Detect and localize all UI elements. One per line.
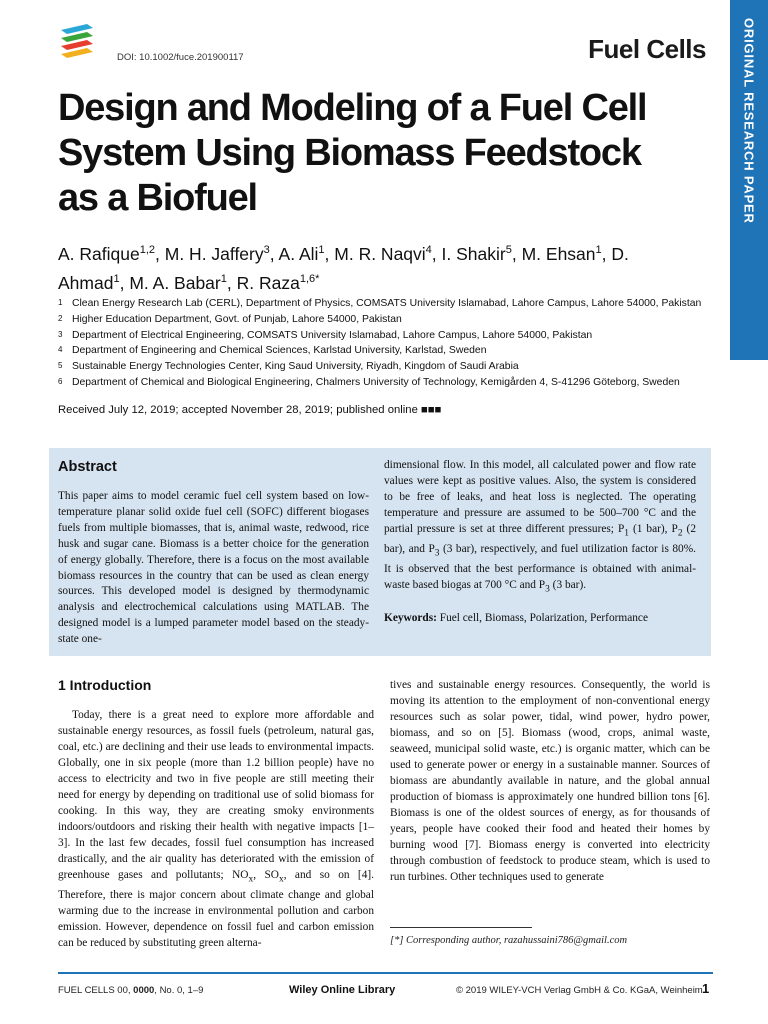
intro-text-right: tives and sustainable energy resources. Consequently, the world is moving its attention to the employment of non-conventional energy resources such as solar power, tidal, wind power, hydro power, biomass, and so on [5]. Biomass (wood, crops, animal waste, seaweed, municipal solid waste, etc.) is organic matter, which can be used to generate power or energy in a sustainable manner. Sources of biomass are abundantly available in nature, and the global annual production of biomass is approximately one hundred billion tons [6]. Biomass is one of the oldest sources of energy, as for thousands of years, people have cooked their food and heated their homes by burning wood [7]. Biomass energy is converted into electricity through combustion of feedstock to produce steam, which is used to run turbines. Other techniques used to generate <box>390 679 710 883</box>
author-affiliation-marker: 4 <box>425 244 432 256</box>
affiliation-item <box>58 296 738 312</box>
author-list: A. Rafique$^{1,2}$, M. H. Jaffery$^3$, A. Ali$^1$, M. R. Naqvi$^4$, I. Shakir$^5$, M. Ehsan$^1$, D. Ahmad$^1$, M. A. Babar$^1$, R. Raza$^{1,6*}$ <box>58 243 629 293</box>
author-name: A. Ali <box>278 243 319 264</box>
affiliation-text: Department of Electrical Engineering, COMSATS University Islamabad, Lahore Campus, Lahore 54000, Pakistan <box>72 329 593 341</box>
footnote-rule <box>390 927 532 928</box>
abstract-heading: Abstract <box>58 459 117 475</box>
affiliation-number: 2 <box>58 313 63 323</box>
page-number: 1 <box>702 981 710 996</box>
affiliation-number: 6 <box>58 376 63 386</box>
author-affiliation-marker: 1,2 <box>139 244 156 256</box>
footer-rule <box>58 972 713 974</box>
affiliation-list <box>58 296 738 391</box>
affiliation-number: 3 <box>58 329 63 339</box>
keywords <box>384 612 696 624</box>
author-affiliation-marker: 1 <box>113 272 120 285</box>
author-name: M. A. Babar <box>129 272 221 293</box>
keywords-values: Fuel cell, Biomass, Polarization, Performance <box>436 612 649 624</box>
affiliation-text: Higher Education Department, Govt. of Punjab, Lahore 54000, Pakistan <box>72 313 402 325</box>
author-affiliation-marker: 1,6* <box>299 272 320 285</box>
affiliation-item <box>58 343 738 359</box>
affiliation-text: Department of Engineering and Chemical Sciences, Karlstad University, Karlstad, Sweden <box>72 345 487 357</box>
corresponding-author-footnote: [*] Corresponding author, razahussaini786@gmail.com <box>390 935 628 946</box>
article-title: Design and Modeling of a Fuel Cell System Using Biomass Feedstock as a Biofuel <box>58 87 647 219</box>
affiliation-text: Clean Energy Research Lab (CERL), Department of Physics, COMSATS University Islamabad, Lahore Campus, Lahore 54000, Pakistan <box>72 298 702 309</box>
abstract-text-left: This paper aims to model ceramic fuel cell system based on low-temperature planar solid oxide fuel cell (SOFC) different biogases fuels from multiple biomasses, that is, animal waste, redwood, rice husk and sugar cane. Biomass is a better choice for the generation of energy globally. Therefore, there is a focus on the most available biomass resources in the country that can be used as clean energy sources. This developed model is designed by thermodynamic analysis and electrochemical calculations using MATLAB. The designed model is a lumped parameter model based on the steady-state one- <box>58 490 369 646</box>
copyright: © 2019 WILEY-VCH Verlag GmbH & Co. KGaA, Weinheim <box>456 985 703 996</box>
affiliation-item <box>58 328 738 344</box>
affiliation-text: Sustainable Energy Technologies Center, King Saud University, Riyadh, Kingdom of Saudi Arabia <box>72 361 519 373</box>
author-name: I. Shakir <box>441 243 506 264</box>
section-heading-introduction: 1 Introduction <box>58 677 152 693</box>
author-name: A. Rafique <box>58 243 140 264</box>
author-affiliation-marker: 5 <box>505 244 512 256</box>
keywords-label: Keywords: <box>384 612 437 624</box>
affiliation-item <box>58 375 738 391</box>
author-name: D. Ahmad <box>58 243 629 293</box>
author-name: M. Ehsan <box>521 243 596 264</box>
author-affiliation-marker: 3 <box>263 244 270 256</box>
author-name: M. R. Naqvi <box>334 243 426 264</box>
affiliation-text: Department of Chemical and Biological Engineering, Chalmers University of Technology, Kemigården 4, S-41296 Göteborg, Sweden <box>72 376 680 388</box>
received-dates: Received July 12, 2019; accepted November 28, 2019; published online ■■■ <box>58 404 442 416</box>
affiliation-number: 5 <box>58 361 63 371</box>
affiliation-number: 4 <box>58 345 63 355</box>
author-affiliation-marker: 1 <box>318 244 325 256</box>
journal-logo <box>57 20 95 64</box>
wiley-online-library-link[interactable]: Wiley Online Library <box>289 984 396 996</box>
citation-info: FUEL CELLS 00, 0000, No. 0, 1–9 <box>58 985 204 996</box>
abstract-text-right: dimensional flow. In this model, all calculated power and flow rate values were kept as positive values. Also, the system is considered to be free of leaks, and heat loss is neglected. The operating temperature and pressure are assumed to be 500–700 °C and the partial pressure is set at three different pressures; $P_1$ (1 bar), $P_2$ (2 bar), and $P_3$ (3 bar), respectively, and fuel utilization factor is 80%. It is observed that the best performance is obtained with animal-waste based biogas at 700 °C and $P_3$ (3 bar). <box>384 459 696 595</box>
affiliation-number: 1 <box>58 298 63 307</box>
affiliation-item <box>58 312 738 328</box>
author-affiliation-marker: 1 <box>220 272 227 285</box>
intro-text-left: Today, there is a great need to explore more affordable and sustainable energy resources, as fossil fuels (petroleum, natural gas, coal, etc.) are declining and their use leads to environmental impacts. Globally, one in six people (more than 1.2 billion people) have no access to electricity and two in five people are still meeting their need for energy by depending on traditional use of solid biomass for cooking. In this way, they are creating smoky environments indoors/outdoors and risking their health with negative impacts [1–3]. In the last few decades, fossil fuel consumption has increased drastically, and the air quality has deteriorated with the emission of greenhouse gases and pollutants; $NO_x$, $SO_x$, and so on [4]. Therefore, there is major concern about climate change and global warming due to the increase in environmental pollution and carbon emission. However, dependence on fossil fuel and carbon emission can be reduced by substituting green alterna- <box>58 709 374 950</box>
article-type-label: ORIGINAL RESEARCH PAPER <box>741 18 757 224</box>
author-name: M. H. Jaffery <box>164 243 264 264</box>
doi[interactable]: DOI: 10.1002/fuce.201900117 <box>117 52 244 63</box>
author-affiliation-marker: 1 <box>595 244 602 256</box>
author-name: R. Raza <box>236 272 300 293</box>
journal-name: Fuel Cells <box>588 34 706 64</box>
affiliation-item <box>58 359 738 375</box>
